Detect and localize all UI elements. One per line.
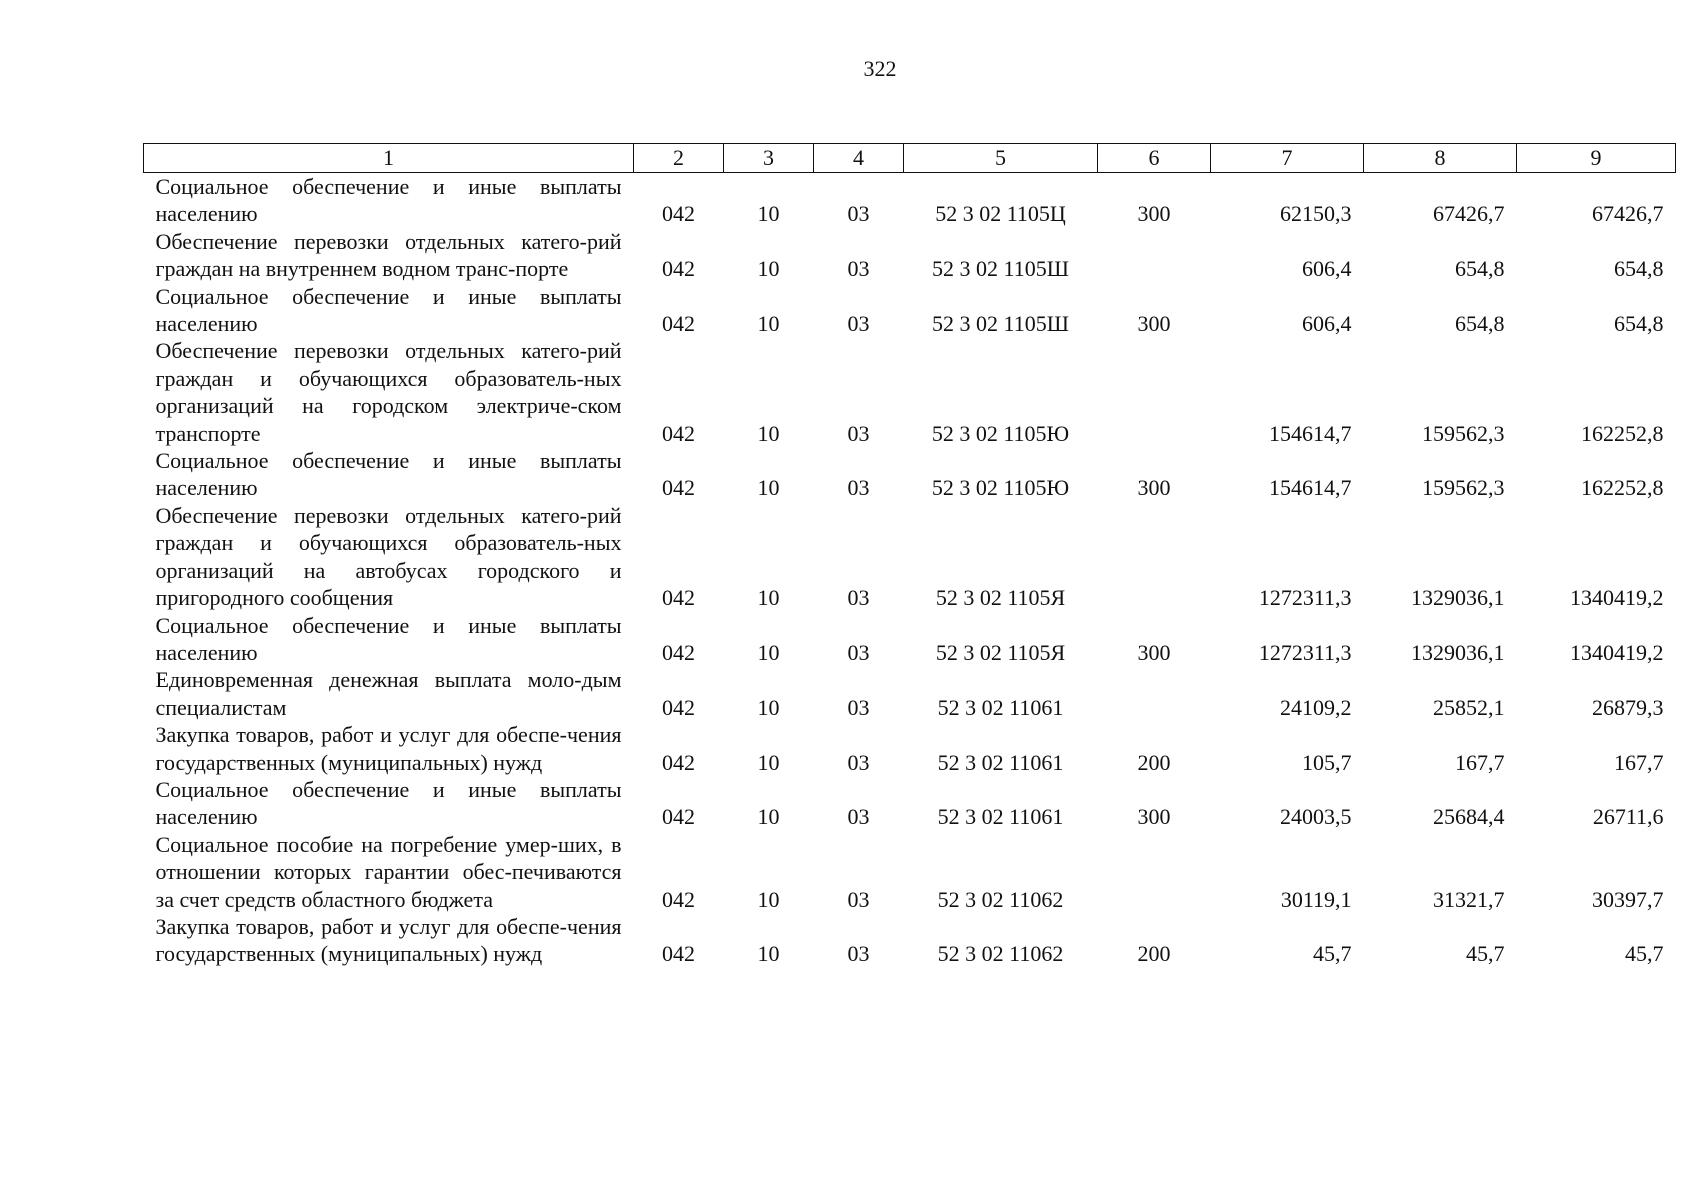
row-amount-year-3: 30397,7	[1592, 886, 1664, 912]
row-ministry-code: 042	[662, 639, 695, 665]
row-expense-type: 300	[1137, 475, 1171, 501]
row-amount-year-1: 62150,3	[1280, 201, 1352, 227]
row-expense-type: 200	[1137, 941, 1171, 967]
table-header	[144, 144, 1676, 173]
table-body	[144, 173, 1676, 968]
row-section-code: 10	[757, 256, 780, 282]
header-col-5: 5	[904, 144, 1098, 173]
row-target-article: 52 3 02 11062	[937, 941, 1064, 967]
row-section-code: 10	[757, 201, 780, 227]
row-expense-type	[1098, 228, 1211, 283]
row-amount-year-2: 1329036,1	[1411, 639, 1505, 665]
row-ministry-code: 042	[662, 256, 695, 282]
row-amount-year-2: 159562,3	[1422, 475, 1505, 501]
row-ministry-code: 042	[662, 804, 695, 830]
row-section-code: 10	[757, 475, 780, 501]
table-row	[144, 776, 1676, 831]
row-amount-year-3: 1340419,2	[1570, 639, 1664, 665]
page-number: 322	[863, 56, 897, 81]
budget-table	[143, 143, 1676, 968]
row-section-code: 10	[757, 639, 780, 665]
row-expense-type	[1098, 831, 1211, 913]
table-row	[144, 502, 1676, 612]
row-description: Социальное обеспечение и иные выплаты населению	[155, 448, 622, 501]
row-description: Обеспечение перевозки отдельных катего-рий граждан на внутреннем водном транс-порте	[155, 228, 622, 282]
row-target-article: 52 3 02 1105Ю	[931, 420, 1070, 446]
row-expense-type: 300	[1137, 201, 1171, 227]
header-col-9: 9	[1517, 144, 1676, 173]
row-description: Обеспечение перевозки отдельных катего-рий граждан и обучающихся образователь-ных организаций на автобусах городского и пригородного сообщения	[155, 502, 622, 611]
row-description: Социальное обеспечение и иные выплаты населению	[155, 776, 622, 830]
table-row	[144, 612, 1676, 667]
row-description: Социальное пособие на погребение умер-ших, в отношении которых гарантии обес-печиваются за счет средств областного бюджета	[155, 831, 622, 912]
row-target-article: 52 3 02 1105Ц	[935, 201, 1066, 227]
row-amount-year-1: 154614,7	[1269, 420, 1352, 446]
row-section-code: 10	[757, 420, 780, 446]
row-description: Обеспечение перевозки отдельных катего-рий граждан и обучающихся образователь-ных организаций на городском электриче-ском транспорте	[155, 338, 622, 446]
row-amount-year-2: 167,7	[1455, 749, 1505, 775]
row-description: Социальное обеспечение и иные выплаты населению	[155, 283, 622, 337]
row-amount-year-3: 26711,6	[1592, 804, 1664, 830]
row-amount-year-2: 45,7	[1466, 941, 1505, 967]
row-amount-year-1: 45,7	[1313, 941, 1352, 967]
budget-table-container	[143, 143, 1675, 968]
row-subsection-code: 03	[847, 420, 870, 446]
row-amount-year-2: 654,8	[1455, 311, 1505, 337]
row-description: Социальное обеспечение и иные выплаты населению	[155, 174, 622, 227]
row-amount-year-1: 606,4	[1302, 311, 1352, 337]
row-amount-year-3: 654,8	[1614, 311, 1664, 337]
row-amount-year-3: 1340419,2	[1570, 585, 1664, 611]
row-section-code: 10	[757, 804, 780, 830]
row-expense-type: 300	[1137, 311, 1171, 337]
row-amount-year-3: 162252,8	[1581, 475, 1664, 501]
row-target-article: 52 3 02 11061	[937, 749, 1064, 775]
row-subsection-code: 03	[847, 749, 870, 775]
row-section-code: 10	[757, 941, 780, 967]
row-subsection-code: 03	[847, 804, 870, 830]
row-subsection-code: 03	[847, 201, 870, 227]
row-subsection-code: 03	[847, 585, 870, 611]
row-amount-year-2: 654,8	[1455, 256, 1505, 282]
row-amount-year-3: 45,7	[1625, 941, 1664, 967]
row-amount-year-3: 654,8	[1614, 256, 1664, 282]
row-description: Закупка товаров, работ и услуг для обеспе-чения государственных (муниципальных) нужд	[155, 913, 622, 967]
row-amount-year-3: 167,7	[1614, 749, 1664, 775]
row-section-code: 10	[757, 886, 780, 912]
row-subsection-code: 03	[847, 256, 870, 282]
row-ministry-code: 042	[662, 941, 695, 967]
row-subsection-code: 03	[847, 694, 870, 720]
row-description: Закупка товаров, работ и услуг для обеспе-чения государственных (муниципальных) нужд	[155, 722, 622, 775]
row-description: Социальное обеспечение и иные выплаты населению	[155, 612, 622, 665]
row-amount-year-1: 1272311,3	[1258, 585, 1352, 611]
row-description: Единовременная денежная выплата моло-дым специалистам	[155, 667, 622, 720]
row-ministry-code: 042	[662, 886, 695, 912]
table-row	[144, 913, 1676, 968]
header-col-8: 8	[1364, 144, 1517, 173]
row-target-article: 52 3 02 11061	[937, 694, 1064, 720]
table-row	[144, 666, 1676, 721]
row-target-article: 52 3 02 1105Ш	[932, 311, 1069, 337]
row-expense-type	[1098, 337, 1211, 447]
row-amount-year-2: 31321,7	[1433, 886, 1505, 912]
row-ministry-code: 042	[662, 749, 695, 775]
row-amount-year-3: 26879,3	[1592, 694, 1664, 720]
row-amount-year-2: 159562,3	[1422, 420, 1505, 446]
row-ministry-code: 042	[662, 585, 695, 611]
row-section-code: 10	[757, 311, 780, 337]
table-row	[144, 831, 1676, 913]
row-subsection-code: 03	[847, 886, 870, 912]
header-col-4: 4	[814, 144, 904, 173]
row-subsection-code: 03	[847, 475, 870, 501]
row-target-article: 52 3 02 11061	[937, 804, 1064, 830]
table-row	[144, 337, 1676, 447]
row-amount-year-1: 154614,7	[1269, 475, 1352, 501]
row-section-code: 10	[757, 749, 780, 775]
row-subsection-code: 03	[847, 639, 870, 665]
row-ministry-code: 042	[662, 694, 695, 720]
table-row	[144, 721, 1676, 776]
row-subsection-code: 03	[847, 941, 870, 967]
row-amount-year-1: 1272311,3	[1258, 639, 1352, 665]
header-col-1: 1	[144, 144, 634, 173]
row-amount-year-1: 105,7	[1302, 749, 1352, 775]
row-amount-year-1: 606,4	[1302, 256, 1352, 282]
row-amount-year-2: 67426,7	[1433, 201, 1505, 227]
row-target-article: 52 3 02 1105Ш	[932, 256, 1069, 282]
header-col-7: 7	[1211, 144, 1364, 173]
row-section-code: 10	[757, 585, 780, 611]
row-amount-year-1: 30119,1	[1280, 886, 1352, 912]
row-amount-year-3: 67426,7	[1592, 201, 1664, 227]
header-col-6: 6	[1098, 144, 1211, 173]
table-row	[144, 447, 1676, 502]
row-amount-year-2: 25684,4	[1433, 804, 1505, 830]
row-expense-type	[1098, 666, 1211, 721]
row-amount-year-1: 24003,5	[1280, 804, 1352, 830]
row-section-code: 10	[757, 694, 780, 720]
row-expense-type	[1098, 502, 1211, 612]
table-row	[144, 173, 1676, 228]
row-target-article: 52 3 02 1105Ю	[931, 475, 1070, 501]
header-col-2: 2	[634, 144, 724, 173]
row-target-article: 52 3 02 1105Я	[935, 585, 1066, 611]
row-target-article: 52 3 02 1105Я	[935, 639, 1066, 665]
row-subsection-code: 03	[847, 311, 870, 337]
row-expense-type: 300	[1137, 804, 1171, 830]
row-target-article: 52 3 02 11062	[937, 886, 1064, 912]
row-ministry-code: 042	[662, 420, 695, 446]
header-row	[144, 144, 1676, 173]
row-expense-type: 200	[1137, 749, 1171, 775]
row-amount-year-2: 25852,1	[1433, 694, 1505, 720]
row-expense-type: 300	[1137, 639, 1171, 665]
row-amount-year-3: 162252,8	[1581, 420, 1664, 446]
table-row	[144, 228, 1676, 283]
row-ministry-code: 042	[662, 475, 695, 501]
header-col-3: 3	[724, 144, 814, 173]
row-amount-year-2: 1329036,1	[1411, 585, 1505, 611]
row-amount-year-1: 24109,2	[1280, 694, 1352, 720]
row-ministry-code: 042	[662, 311, 695, 337]
table-row	[144, 283, 1676, 338]
row-ministry-code: 042	[662, 201, 695, 227]
